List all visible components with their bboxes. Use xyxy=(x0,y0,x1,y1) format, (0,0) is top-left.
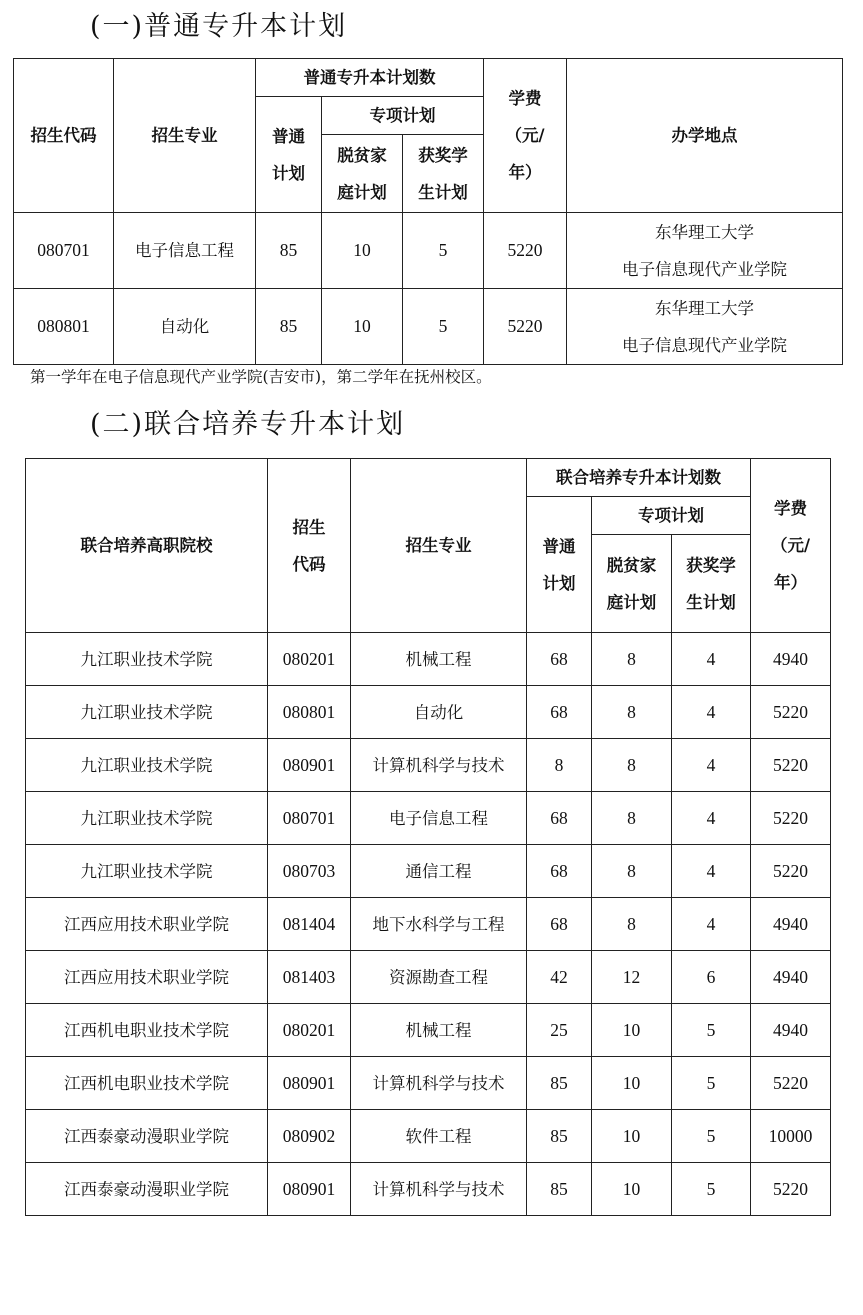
cell-tuition: 4940 xyxy=(751,633,831,686)
cell-school: 九江职业技术学院 xyxy=(26,792,268,845)
table-row xyxy=(26,1057,831,1110)
cell-award: 4 xyxy=(672,739,751,792)
cell-regular: 68 xyxy=(527,633,592,686)
cell-major: 软件工程 xyxy=(351,1110,527,1163)
header-plan-group: 联合培养专升本计划数 xyxy=(527,459,751,497)
header-location: 办学地点 xyxy=(567,59,843,213)
cell-regular: 85 xyxy=(527,1163,592,1216)
table-row xyxy=(26,739,831,792)
cell-school: 九江职业技术学院 xyxy=(26,633,268,686)
table-row xyxy=(26,686,831,739)
cell-poor: 10 xyxy=(322,289,403,365)
cell-code: 081403 xyxy=(268,951,351,1004)
cell-tuition: 5220 xyxy=(484,213,567,289)
cell-code: 080701 xyxy=(268,792,351,845)
header-special-group: 专项计划 xyxy=(322,97,484,135)
cell-regular: 42 xyxy=(527,951,592,1004)
cell-school: 江西泰豪动漫职业学院 xyxy=(26,1110,268,1163)
cell-award: 5 xyxy=(672,1110,751,1163)
cell-school: 江西泰豪动漫职业学院 xyxy=(26,1163,268,1216)
table-row xyxy=(26,1163,831,1216)
cell-major: 计算机科学与技术 xyxy=(351,1163,527,1216)
cell-code: 080902 xyxy=(268,1110,351,1163)
cell-tuition: 5220 xyxy=(751,792,831,845)
cell-location: 东华理工大学 电子信息现代产业学院 xyxy=(567,289,843,365)
cell-school: 江西机电职业技术学院 xyxy=(26,1057,268,1110)
header-award: 获奖学 生计划 xyxy=(403,135,484,213)
cell-poor: 8 xyxy=(592,633,672,686)
cell-poor: 8 xyxy=(592,739,672,792)
cell-tuition: 4940 xyxy=(751,898,831,951)
cell-award: 4 xyxy=(672,845,751,898)
cell-school: 江西应用技术职业学院 xyxy=(26,951,268,1004)
cell-poor: 10 xyxy=(592,1163,672,1216)
cell-school: 江西应用技术职业学院 xyxy=(26,898,268,951)
header-tuition: 学费 （元/ 年） xyxy=(751,459,831,633)
header-code: 招生代码 xyxy=(14,59,114,213)
cell-school: 江西机电职业技术学院 xyxy=(26,1004,268,1057)
table-row xyxy=(26,633,831,686)
cell-tuition: 5220 xyxy=(751,845,831,898)
cell-poor: 10 xyxy=(322,213,403,289)
cell-award: 5 xyxy=(672,1057,751,1110)
table-row xyxy=(26,1110,831,1163)
cell-major: 通信工程 xyxy=(351,845,527,898)
cell-code: 080201 xyxy=(268,633,351,686)
cell-award: 4 xyxy=(672,898,751,951)
header-school: 联合培养高职院校 xyxy=(26,459,268,633)
regular-plan-table xyxy=(13,58,843,365)
cell-major: 电子信息工程 xyxy=(114,213,256,289)
cell-regular: 85 xyxy=(527,1110,592,1163)
cell-poor: 12 xyxy=(592,951,672,1004)
table-row xyxy=(26,1004,831,1057)
cell-award: 5 xyxy=(672,1163,751,1216)
cell-regular: 25 xyxy=(527,1004,592,1057)
cell-award: 4 xyxy=(672,686,751,739)
cell-award: 6 xyxy=(672,951,751,1004)
cell-code: 080901 xyxy=(268,1163,351,1216)
cell-major: 自动化 xyxy=(351,686,527,739)
cell-code: 080703 xyxy=(268,845,351,898)
cell-poor: 10 xyxy=(592,1004,672,1057)
cell-tuition: 5220 xyxy=(751,739,831,792)
cell-award: 5 xyxy=(403,289,484,365)
cell-code: 080801 xyxy=(14,289,114,365)
cell-poor: 8 xyxy=(592,845,672,898)
cell-code: 081404 xyxy=(268,898,351,951)
cell-major: 计算机科学与技术 xyxy=(351,739,527,792)
section1-heading: (一)普通专升本计划 xyxy=(90,11,348,42)
cell-major: 资源勘查工程 xyxy=(351,951,527,1004)
header-poor: 脱贫家 庭计划 xyxy=(592,535,672,633)
location-note: 第一学年在电子信息现代产业学院(吉安市)，第二学年在抚州校区。 xyxy=(30,368,492,386)
header-regular: 普通 计划 xyxy=(256,97,322,213)
table-row xyxy=(26,951,831,1004)
cell-award: 4 xyxy=(672,792,751,845)
table-row xyxy=(14,213,843,289)
header-special-group: 专项计划 xyxy=(592,497,751,535)
header-major: 招生专业 xyxy=(114,59,256,213)
cell-school: 九江职业技术学院 xyxy=(26,686,268,739)
cell-regular: 85 xyxy=(256,289,322,365)
cell-poor: 10 xyxy=(592,1057,672,1110)
table-row xyxy=(26,898,831,951)
cell-major: 计算机科学与技术 xyxy=(351,1057,527,1110)
cell-regular: 85 xyxy=(527,1057,592,1110)
cell-award: 4 xyxy=(672,633,751,686)
table-row xyxy=(26,792,831,845)
cell-code: 080701 xyxy=(14,213,114,289)
cell-poor: 10 xyxy=(592,1110,672,1163)
cell-tuition: 5220 xyxy=(751,1163,831,1216)
cell-school: 九江职业技术学院 xyxy=(26,845,268,898)
header-poor: 脱贫家 庭计划 xyxy=(322,135,403,213)
cell-regular: 68 xyxy=(527,898,592,951)
cell-regular: 68 xyxy=(527,845,592,898)
joint-plan-table xyxy=(25,458,831,1216)
cell-tuition: 4940 xyxy=(751,1004,831,1057)
cell-tuition: 5220 xyxy=(484,289,567,365)
cell-tuition: 10000 xyxy=(751,1110,831,1163)
header-regular: 普通 计划 xyxy=(527,497,592,633)
cell-code: 080801 xyxy=(268,686,351,739)
cell-major: 地下水科学与工程 xyxy=(351,898,527,951)
cell-tuition: 5220 xyxy=(751,1057,831,1110)
cell-award: 5 xyxy=(672,1004,751,1057)
header-major: 招生专业 xyxy=(351,459,527,633)
cell-location: 东华理工大学 电子信息现代产业学院 xyxy=(567,213,843,289)
cell-tuition: 4940 xyxy=(751,951,831,1004)
cell-code: 080901 xyxy=(268,1057,351,1110)
header-plan-group: 普通专升本计划数 xyxy=(256,59,484,97)
cell-school: 九江职业技术学院 xyxy=(26,739,268,792)
cell-major: 自动化 xyxy=(114,289,256,365)
header-award: 获奖学 生计划 xyxy=(672,535,751,633)
cell-regular: 85 xyxy=(256,213,322,289)
section2-heading: (二)联合培养专升本计划 xyxy=(90,409,406,440)
cell-major: 机械工程 xyxy=(351,633,527,686)
cell-code: 080901 xyxy=(268,739,351,792)
table-row xyxy=(14,289,843,365)
table-row xyxy=(26,845,831,898)
header-tuition: 学费 （元/ 年） xyxy=(484,59,567,213)
cell-tuition: 5220 xyxy=(751,686,831,739)
cell-poor: 8 xyxy=(592,792,672,845)
cell-major: 机械工程 xyxy=(351,1004,527,1057)
cell-regular: 68 xyxy=(527,792,592,845)
cell-poor: 8 xyxy=(592,898,672,951)
header-code: 招生 代码 xyxy=(268,459,351,633)
cell-award: 5 xyxy=(403,213,484,289)
cell-code: 080201 xyxy=(268,1004,351,1057)
cell-regular: 8 xyxy=(527,739,592,792)
cell-regular: 68 xyxy=(527,686,592,739)
cell-major: 电子信息工程 xyxy=(351,792,527,845)
cell-poor: 8 xyxy=(592,686,672,739)
